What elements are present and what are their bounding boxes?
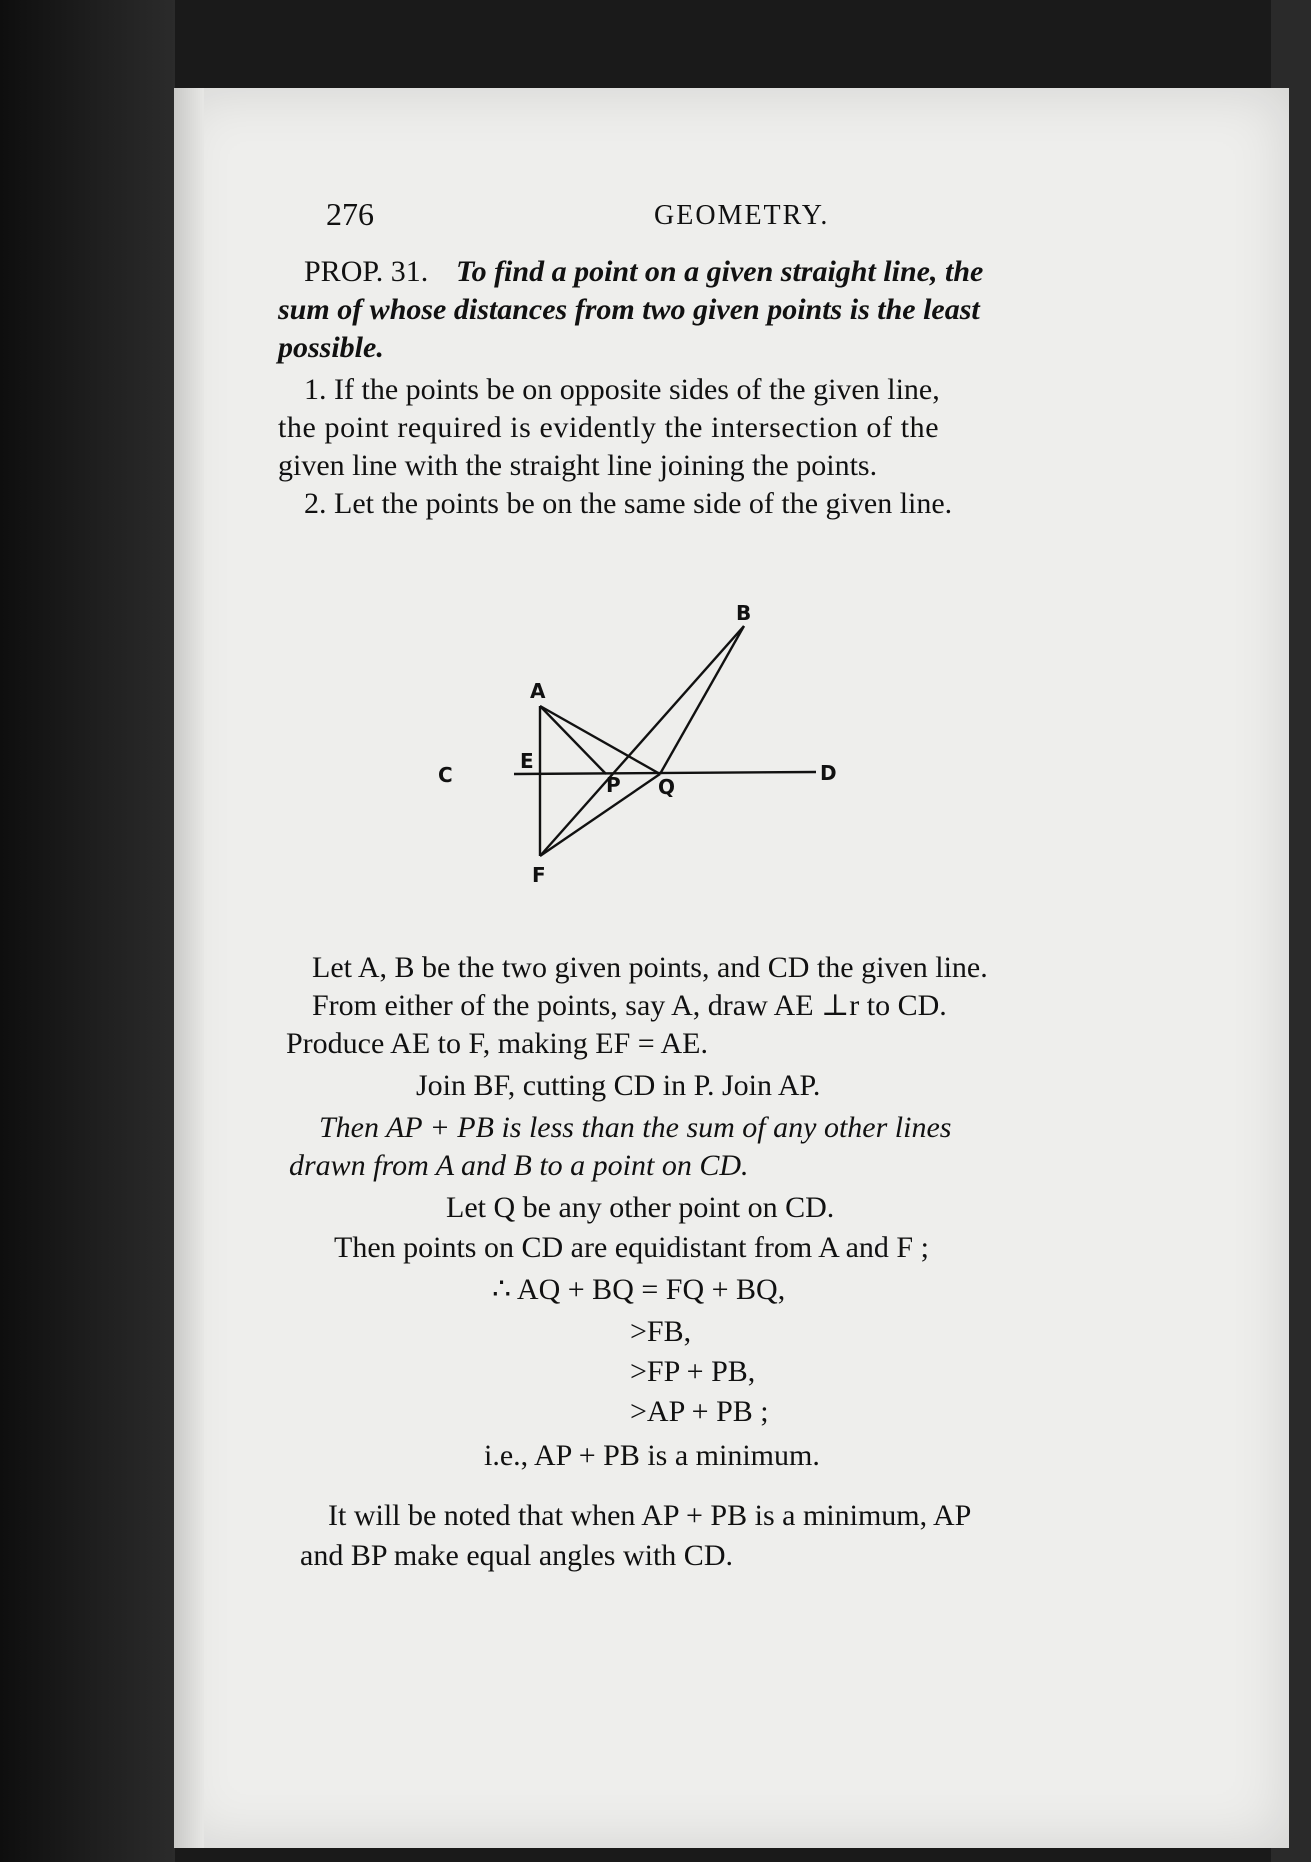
construction-line-3: Produce AE to F, making EF = AE. (286, 1027, 709, 1060)
label-b: B (736, 601, 752, 625)
proof-line-1: Let Q be any other point on CD. (446, 1191, 835, 1224)
line-bq (660, 626, 744, 774)
running-title: GEOMETRY. (654, 200, 830, 231)
book-page (174, 88, 1289, 1848)
proof-line-2: Then points on CD are equidistant from A and F ; (334, 1231, 929, 1264)
page-gutter-shadow (174, 88, 204, 1848)
label-d: D (820, 761, 837, 785)
label-q: Q (658, 775, 676, 799)
label-c: C (438, 763, 453, 787)
case-1-line-2: the point required is evidently the intersection of the (278, 411, 940, 444)
case-1-line-1: 1. If the points be on opposite sides of the given line, (304, 373, 940, 406)
note-line-1: It will be noted that when AP + PB is a minimum, AP (328, 1499, 972, 1532)
note-line-2: and BP make equal angles with CD. (300, 1539, 733, 1572)
line-bf (540, 626, 744, 856)
claim-line-1: Then AP + PB is less than the sum of any other lines (319, 1111, 952, 1144)
proof-line-4: >FB, (630, 1315, 692, 1348)
line-fq (540, 774, 660, 856)
proposition-statement-line-3: possible. (278, 331, 384, 364)
proposition-label: PROP. 31. (304, 255, 429, 288)
scan-dark-border-left (0, 0, 175, 1862)
construction-line-4: Join BF, cutting CD in P. Join AP. (416, 1069, 821, 1102)
label-f: F (532, 863, 546, 887)
label-a: A (530, 679, 546, 703)
label-p: P (606, 773, 621, 797)
proof-line-7: i.e., AP + PB is a minimum. (484, 1439, 820, 1472)
proposition-statement-line-1: To find a point on a given straight line, the (456, 255, 984, 288)
proof-line-5: >FP + PB, (630, 1355, 756, 1388)
case-1-line-3: given line with the straight line joining the points. (278, 449, 878, 482)
line-ap (540, 706, 606, 774)
construction-line-1: Let A, B be the two given points, and CD the given line. (312, 951, 988, 984)
page-number: 276 (326, 196, 374, 232)
proof-line-6: >AP + PB ; (630, 1395, 769, 1428)
case-2-line-1: 2. Let the points be on the same side of the given line. (304, 487, 953, 520)
construction-line-2: From either of the points, say A, draw AE ⊥r to CD. (312, 989, 947, 1022)
line-cd (514, 772, 816, 774)
claim-line-2: drawn from A and B to a point on CD. (289, 1149, 749, 1182)
proposition-statement-line-2: sum of whose distances from two given points is the least (278, 293, 980, 326)
geometry-figure (438, 601, 914, 887)
label-e: E (520, 749, 534, 773)
proof-line-3: ∴ AQ + BQ = FQ + BQ, (492, 1273, 786, 1306)
